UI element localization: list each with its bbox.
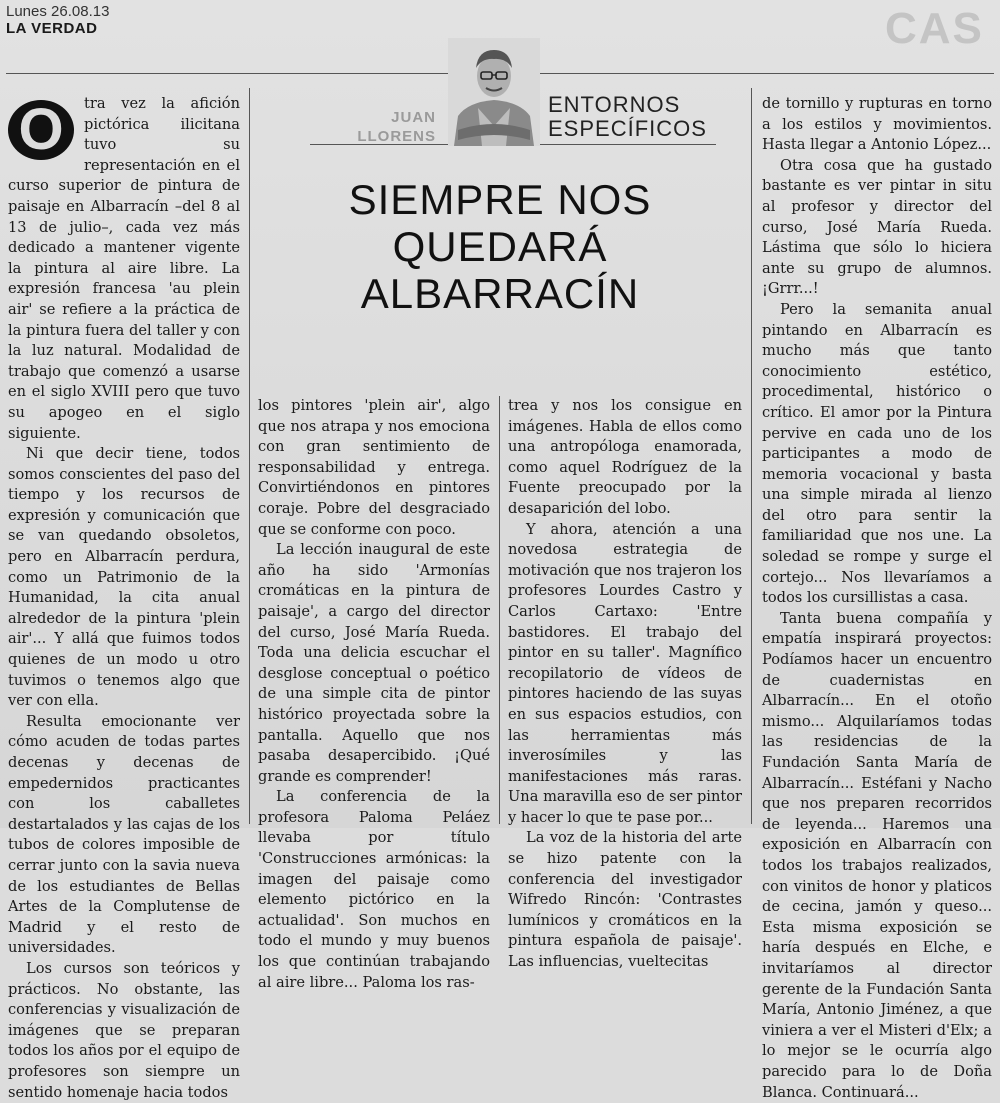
section-title-line: ENTORNOS [548,92,681,117]
article-paragraph: Los cursos son teóricos y prácticos. No obstante, las conferencias y visualización de imágenes que se preparan todos los años por el equipo de profesores son siempre un sentido homenaje hacia todos [8,959,240,1101]
article-paragraph: Tanta buena compañía y empatía inspirará proyectos: Podíamos hacer un encuentro de cuadernistas en Albarracín... En el otoño mismo... Alquilaríamos todas las residencias de la Fundación Santa María de Albarracín... Estéfani y Nacho que nos preparen recorridos de leyenda... Haremos una exposición en Albarracín con todos los trabajos realizados, con vinitos de honor y platicos de cecina, jamón y queso... Esta misma exposición se haría después en Elche, e invitaríamos al director gerente de la Fundación Santa María, Antonio Jiménez, a que viniera a ver el Misteri d'Elx; a lo mejor se le ocurría algo parecido para lo de Doña Blanca. Continuará... [762,609,992,1101]
author-last-name: LLORENS [357,128,436,145]
headline-line: SIEMPRE NOS [348,176,652,223]
masthead-date: Lunes 26.08.13 [6,3,110,20]
bleed-through-text: CAS [885,4,984,53]
section-title [548,93,718,141]
article-paragraph: trea y nos los consigue en imágenes. Habla de ellos como una antropóloga enamorada, como aquel Rodríguez de la Fuente preocupado por la desaparición del lobo. [508,397,742,517]
column-divider [499,396,500,824]
article-paragraph: Pero la semanita anual pintando en Albarracín es mucho más que tanto conocimiento estético, procedimental, histórico o crítico. El amor por la Pintura pervive en cada uno de los participantes a modo de memoria vocacional y basta una simple mirada al lienzo del otro para sentir la familiaridad que nos une. La soledad se rompe y surge el cortejo... Nos llevaríamos a todos los cursillistas a casa. [762,300,992,607]
article-paragraph: Y ahora, atención a una novedosa estrategia de motivación que nos trajeron los profesores Lourdes Castro y Carlos Cartaxo: 'Entre bastidores. El trabajo del pintor en su taller'. Magnífico recopilatorio de vídeos de pintores haciendo de las suyas en sus espacios estudios, con las herramientas más inverosímiles y las manifestaciones más raras. Una maravilla eso de ser pintor y hacer lo que te pase por... [508,520,742,826]
article-paragraph: La lección inaugural de este año ha sido 'Armonías cromáticas en la pintura de paisaje', a cargo del director del curso, José María Rueda. Toda una delicia escuchar el desglose conceptual o poético de una simple cita de pintor histórico proyectada sobre la pantalla. Aquello que nos pasaba desapercibido. ¡Qué grande es comprender! [258,541,490,785]
article-paragraph: de tornillo y rupturas en torno a los estilos y movimientos. Hasta llegar a Antonio López... [762,95,992,154]
article-paragraph: Otra cosa que ha gustado bastante es ver pintar in situ al profesor y director del curso, José María Rueda. Lástima que sólo lo hiciera ante su grupo de alumnos. ¡Grrr...! [762,156,992,298]
drop-cap: O [8,100,74,160]
author-portrait-icon [448,38,540,146]
article-column-2 [258,396,490,993]
column-divider [751,88,752,824]
headline-line: QUEDARÁ [392,223,608,270]
article-column-3 [508,396,742,973]
article-paragraph [8,94,240,444]
section-title-line: ESPECÍFICOS [548,116,707,141]
article-paragraph: La voz de la historia del arte se hizo patente con la conferencia del investigador Wifredo Rincón: 'Contrastes lumínicos y cromáticos en la pintura española de paisaje'. Las influencias, vueltecitas [508,829,742,971]
headline-line: ALBARRACÍN [360,270,640,317]
article-column-1 [8,94,240,1103]
article-headline [258,176,742,317]
article-paragraph: Ni que decir tiene, todos somos conscientes del paso del tiempo y los recursos de expresión y comunicación que se van quedando obsoletos, pero en Albarracín perdura, como un Patrimonio de la Humanidad, la cita anual alrededor de la pintura 'plein air'... Y allá que fuimos todos quienes de un modo u otro tuvimos o tenemos algo que ver con ella. [8,445,240,710]
article-column-4 [762,94,992,1103]
author-name [336,108,436,146]
article-paragraph: Resulta emocionante ver cómo acuden de todas partes decenas y decenas de empedernidos practicantes con los caballetes destartalados y las cajas de los tubos de colores imposible de cerrar junto con la savia nueva de los estudiantes de Bellas Artes de la Complutense de Madrid y el resto de universidades. [8,712,240,957]
column-divider [249,88,250,824]
article-paragraph: La conferencia de la profesora Paloma Peláez llevaba por título 'Construcciones armónicas: la imagen del paisaje como elemento pictórico en la actualidad'. Son muchos en todo el mundo y muy buenos los que continúan trabajando al aire libre... Paloma los ras- [258,788,490,991]
author-first-name: JUAN [391,109,436,126]
article-paragraph: los pintores 'plein air', algo que nos atrapa y nos emociona con gran sentimiento de responsabilidad y entrega. Convirtiéndonos en pintores coraje. Pobre del desgraciado que se conforme con poco. [258,397,490,538]
paragraph-text: tra vez la afición pictórica ilicitana tuvo su representación en el curso superior de pintura de paisaje en Albarracín –del 8 al 13 de julio–, cada vez más dedicado a mantener vigente la pintura al aire libre. La expresión francesa 'au plein air' se refiere a la práctica de la pintura fuera del taller y con la luz natural. Modalidad de trabajo que comenzó a usarse en el siglo XVIII pero que tuvo su apogeo en el siglo siguiente. [8,95,240,442]
masthead-publication: LA VERDAD [6,20,98,37]
